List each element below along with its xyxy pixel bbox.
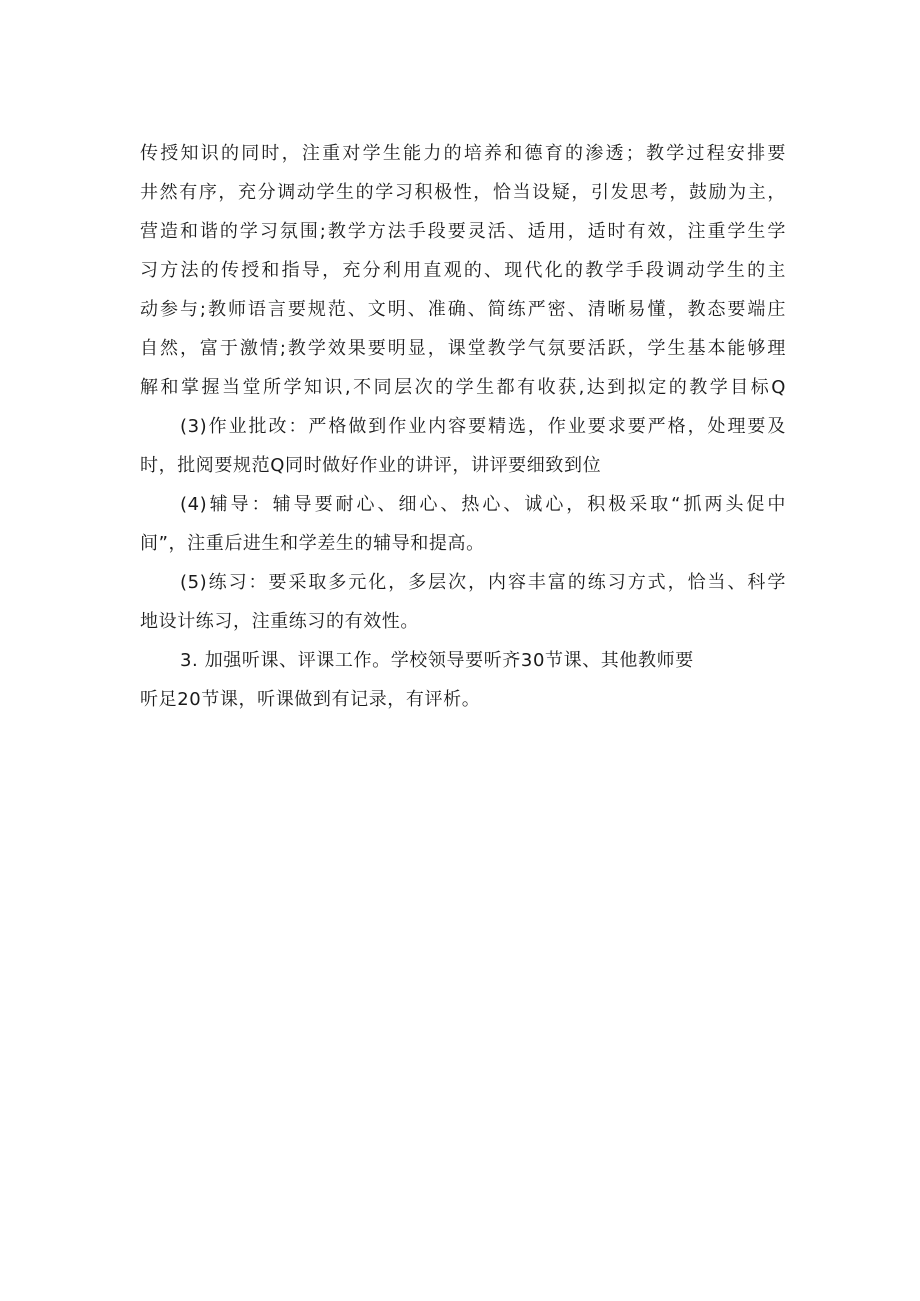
- text-line: (3)作业批改：严格做到作业内容要精选，作业要求要严格，处理要及: [180, 416, 786, 437]
- text-line: 营造和谐的学习氛围;教学方法手段要灵活、适用，适时有效，注重学生学: [140, 221, 786, 242]
- text-line: 传授知识的同时，注重对学生能力的培养和德育的渗透；教学过程安排要: [140, 143, 786, 164]
- text-line: 听足20节课，听课做到有记录，有评析。: [140, 689, 481, 710]
- text-line: 地设计练习，注重练习的有效性。: [140, 611, 419, 632]
- text-line: (4)辅导：辅导要耐心、细心、热心、诚心，积极采取“抓两头促中: [180, 494, 786, 515]
- text-line: 3. 加强听课、评课工作。学校领导要听齐30节课、其他教师要: [180, 650, 694, 671]
- text-line: 井然有序，充分调动学生的学习积极性，恰当设疑，引发思考，鼓励为主，: [140, 182, 786, 203]
- text-line: 习方法的传授和指导，充分利用直观的、现代化的教学手段调动学生的主: [140, 260, 786, 281]
- text-line: 间”，注重后进生和学差生的辅导和提高。: [140, 533, 485, 554]
- document-body: [140, 134, 786, 719]
- text-line: 解和掌握当堂所学知识,不同层次的学生都有收获,达到拟定的教学目标Q: [140, 377, 786, 398]
- text-line: (5)练习：要采取多元化，多层次，内容丰富的练习方式，恰当、科学: [180, 572, 786, 593]
- text-line: 自然，富于激情;教学效果要明显，课堂教学气氛要活跃，学生基本能够理: [140, 338, 786, 359]
- text-line: 动参与;教师语言要规范、文明、准确、简练严密、清晰易懂，教态要端庄: [140, 299, 786, 320]
- text-line: 时，批阅要规范Q同时做好作业的讲评，讲评要细致到位: [140, 455, 602, 476]
